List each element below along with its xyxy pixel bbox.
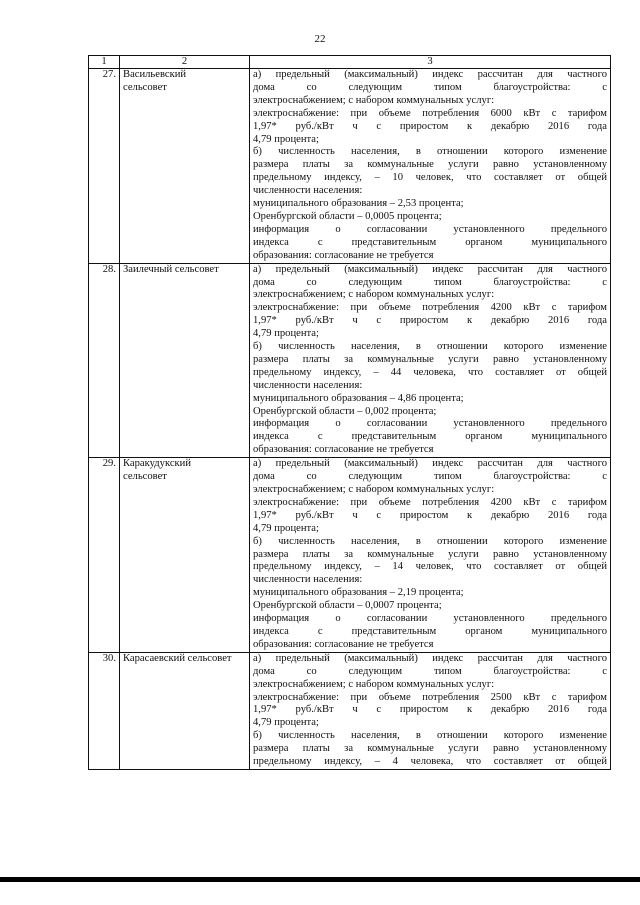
description-line: а) предельный (максимальный) индекс рассчитан для частного (253, 69, 607, 80)
settlements-table (88, 55, 611, 770)
description-line: муниципального образования – 4,86 процента; (253, 392, 464, 404)
description-line: электроснабжением; с набором коммунальных услуг: (253, 678, 495, 690)
description-line: 1,97* руб./кВт ч с приростом к декабрю 2016 года (253, 704, 607, 716)
description-line: электроснабжение: при объеме потребления 4200 кВт с тарифом (253, 496, 607, 508)
index-description (250, 652, 611, 769)
description-line: информация о согласовании установленного предельного (253, 418, 607, 430)
settlement-name (120, 263, 250, 458)
description-line: электроснабжение: при объеме потребления 2500 кВт с тарифом (253, 691, 607, 703)
description-line: образования: согласование не требуется (253, 444, 434, 456)
description-line: дома со следующим типом благоустройства: с (253, 276, 607, 288)
settlement-name-line: сельсовет (123, 81, 167, 93)
description-line: Оренбургской области – 0,002 процента; (253, 405, 437, 417)
settlement-name-line: Карасаевский сельсовет (123, 652, 232, 664)
description-line: дома со следующим типом благоустройства: с (253, 665, 607, 677)
bottom-rule (0, 877, 640, 882)
description-line: 4,79 процента; (253, 133, 319, 145)
settlement-name-line: Васильевский (123, 69, 187, 80)
description-line: 1,97* руб./кВт ч с приростом к декабрю 2016 года (253, 120, 607, 132)
settlement-name-line: Каракудукский (123, 458, 192, 470)
column-header-number: 1 (89, 56, 120, 69)
table-row (89, 458, 611, 653)
settlement-name (120, 652, 250, 769)
description-line: 1,97* руб./кВт ч с приростом к декабрю 2016 года (253, 509, 607, 521)
description-line: численности населения: (253, 574, 363, 586)
description-line: электроснабжение: при объеме потребления 6000 кВт с тарифом (253, 107, 607, 119)
description-line: Оренбургской области – 0,0005 процента; (253, 210, 442, 222)
row-number: 28. (89, 263, 120, 458)
description-line: Оренбургской области – 0,0007 процента; (253, 600, 442, 612)
description-line: индекса с представительным органом муниципального (253, 236, 607, 248)
row-number: 29. (89, 458, 120, 653)
description-line: размера платы за коммунальные услуги равно установленному (253, 353, 607, 365)
description-line: информация о согласовании установленного предельного (253, 613, 607, 625)
description-line: муниципального образования – 2,19 процента; (253, 587, 464, 599)
description-line: 4,79 процента; (253, 522, 319, 534)
settlement-name-line: Заилечный сельсовет (123, 263, 219, 275)
description-line: размера платы за коммунальные услуги равно установленному (253, 743, 607, 755)
settlement-name (120, 69, 250, 264)
description-line: размера платы за коммунальные услуги равно установленному (253, 548, 607, 560)
description-line: электроснабжением; с набором коммунальных услуг: (253, 289, 495, 301)
column-header-description: 3 (250, 56, 611, 69)
description-line: дома со следующим типом благоустройства: с (253, 471, 607, 483)
table-row (89, 652, 611, 769)
description-line: б) численность населения, в отношении которого изменение (253, 730, 607, 742)
description-line: а) предельный (максимальный) индекс рассчитан для частного (253, 263, 607, 275)
row-number: 30. (89, 652, 120, 769)
index-description (250, 69, 611, 264)
page-number: 22 (314, 33, 326, 45)
table-row (89, 69, 611, 264)
table-row (89, 263, 611, 458)
description-line: размера платы за коммунальные услуги равно установленному (253, 159, 607, 171)
index-description (250, 263, 611, 458)
description-line: численности населения: (253, 379, 363, 391)
description-line: 4,79 процента; (253, 717, 319, 729)
description-line: индекса с представительным органом муниципального (253, 625, 607, 637)
description-line: 1,97* руб./кВт ч с приростом к декабрю 2016 года (253, 315, 607, 327)
description-line: образования: согласование не требуется (253, 249, 434, 261)
description-line: б) численность населения, в отношении которого изменение (253, 341, 607, 353)
description-line: электроснабжение: при объеме потребления 4200 кВт с тарифом (253, 302, 607, 314)
description-line: предельному индексу, – 10 человек, что составляет от общей (253, 172, 607, 184)
description-line: предельному индексу, – 14 человек, что составляет от общей (253, 561, 607, 573)
index-description (250, 458, 611, 653)
description-line: дома со следующим типом благоустройства: с (253, 81, 607, 93)
row-number: 27. (89, 69, 120, 264)
settlement-name (120, 458, 250, 653)
description-line: электроснабжением; с набором коммунальных услуг: (253, 94, 495, 106)
description-line: предельному индексу, – 4 человека, что составляет от общей (253, 756, 607, 768)
description-line: предельному индексу, – 44 человека, что составляет от общей (253, 366, 607, 378)
table-body (89, 69, 611, 770)
description-line: а) предельный (максимальный) индекс рассчитан для частного (253, 652, 607, 664)
description-line: б) численность населения, в отношении которого изменение (253, 146, 607, 158)
settlement-name-line: сельсовет (123, 471, 167, 483)
description-line: муниципального образования – 2,53 процента; (253, 198, 464, 210)
description-line: численности населения: (253, 185, 363, 197)
description-line: индекса с представительным органом муниципального (253, 431, 607, 443)
column-header-settlement: 2 (120, 56, 250, 69)
table-header-row (89, 56, 611, 69)
description-line: информация о согласовании установленного предельного (253, 223, 607, 235)
description-line: 4,79 процента; (253, 328, 319, 340)
description-line: а) предельный (максимальный) индекс рассчитан для частного (253, 458, 607, 470)
description-line: образования: согласование не требуется (253, 638, 434, 650)
description-line: б) численность населения, в отношении которого изменение (253, 535, 607, 547)
description-line: электроснабжением; с набором коммунальных услуг: (253, 484, 495, 495)
